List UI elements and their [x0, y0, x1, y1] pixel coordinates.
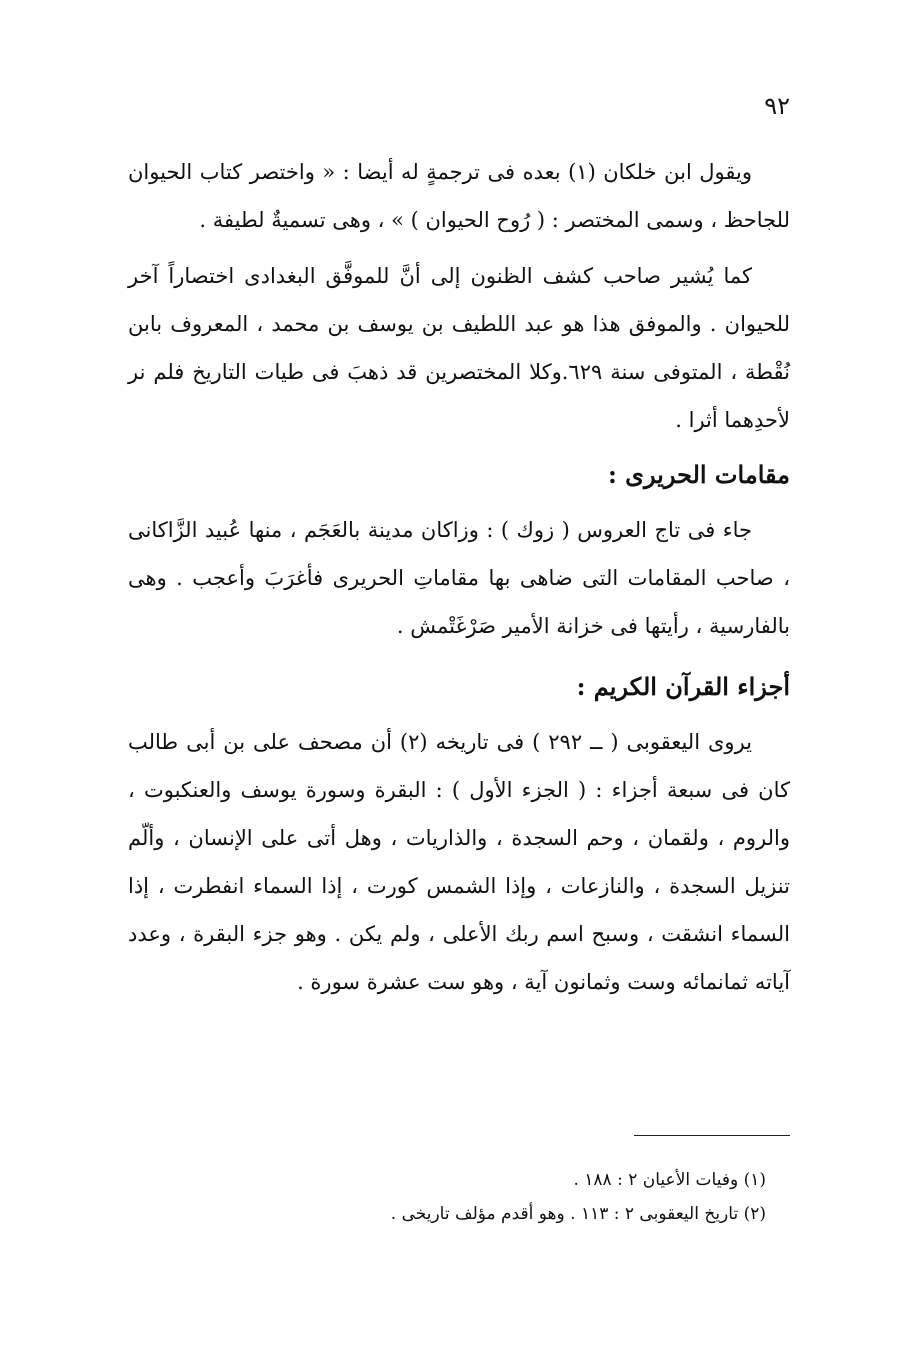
section-heading-maqamat: مقامات الحريرى :	[607, 460, 790, 489]
section-heading-quran-parts: أجزاء القرآن الكريم :	[576, 672, 790, 701]
main-text	[128, 148, 790, 1006]
footnote-divider	[634, 1135, 790, 1136]
intro-paragraph: ويقول ابن خلكان (١) بعده فى ترجمةٍ له أيضا : « واختصر كتاب الحيوان للجاحظ ، وسمى المختصر : ( رُوح الحيوان ) » ، وهى تسميةٌ لطيفة .	[128, 160, 790, 232]
footnote-2: (٢) تاريخ اليعقوبى ٢ : ١١٣ . وهو أقدم مؤلف تاريخى .	[390, 1204, 766, 1224]
section-body-maqamat: جاء فى تاج العروس ( زوك ) : وزاكان مدينة بالعَجَم ، منها عُبيد الزَّاكانى ، صاحب المقامات التى ضاهى بها مقاماتِ الحريرى فأغرَبَ وأعجب . وهى بالفارسية ، رأيتها فى خزانة الأمير صَرْغَتْمش .	[128, 518, 790, 638]
footnotes	[200, 1163, 766, 1231]
footnote-1: (١) وفيات الأعيان ٢ : ١٨٨ .	[573, 1170, 766, 1190]
section-body-quran-parts: يروى اليعقوبى ( ــ ٢٩٢ ) فى تاريخه (٢) أن مصحف على بن أبى طالب كان فى سبعة أجزاء : ( الجزء الأول ) : البقرة وسورة يوسف والعنكبوت ، والروم ، ولقمان ، وحم السجدة ، والذاريات ، وهل أتى على الإنسان ، وألّم تنزيل السجدة ، والنازعات ، وإذا الشمس كورت ، إذا السماء انفطرت ، إذا السماء انشقت ، وسبح اسم ربك الأعلى ، ولم يكن . وهو جزء البقرة ، وعدد آياته ثمانمائه وست وثمانون آية ، وهو ست عشرة سورة .	[128, 730, 790, 994]
second-paragraph: كما يُشير صاحب كشف الظنون إلى أنَّ للموفَّق البغدادى اختصاراً آخر للحيوان . والموفق هذا هو عبد اللطيف بن يوسف بن محمد ، المعروف بابن نُقْطة ، المتوفى سنة ٦٢٩.وكلا المختصرين قد ذهبَ فى طيات التاريخ فلم نر لأحدِهما أثرا .	[128, 264, 790, 432]
page-number: ٩٢	[764, 92, 790, 120]
